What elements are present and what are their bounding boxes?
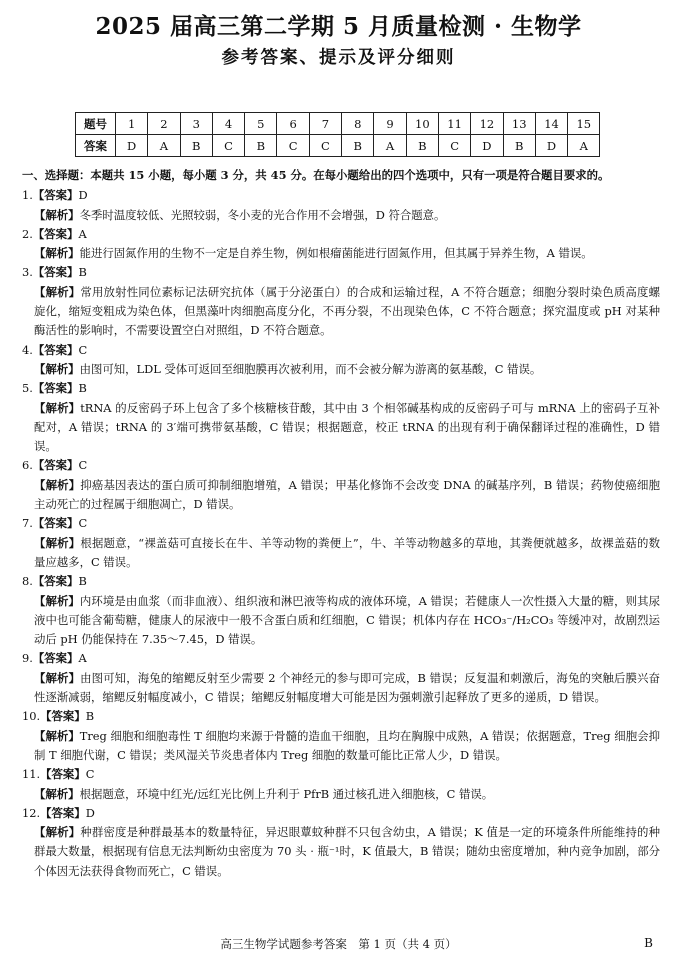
answer-tag: 【答案】 — [32, 226, 79, 241]
explanation — [22, 283, 660, 341]
explanation-text: 抑癌基因表达的蛋白质可抑制细胞增殖，A 错误；甲基化修饰不会改变 DNA 的碱基序列，B 错误；药物使癌细胞主动死亡的过程属于细胞凋亡，D 错误。 — [34, 477, 660, 512]
answer-tag: 【答案】 — [32, 188, 79, 203]
question-number: 1. — [22, 188, 33, 203]
question-number: 7. — [22, 516, 33, 531]
explanation — [22, 823, 660, 881]
question-number-cell: 8 — [342, 113, 374, 135]
explanation-text: 冬季时温度较低、光照较弱，冬小麦的光合作用不会增强，D 符合题意。 — [79, 207, 446, 222]
answer-letter: C — [78, 342, 88, 357]
explanation — [22, 360, 660, 379]
answer-tag: 【答案】 — [32, 342, 79, 357]
question-item — [22, 263, 660, 340]
explanation-text: 能进行固氮作用的生物不一定是自养生物，例如根瘤菌能进行固氮作用，但其属于异养生物，A 错误。 — [79, 246, 593, 261]
page-title: 2025 届高三第二学期 5 月质量检测 · 生物学 — [95, 13, 582, 40]
answer-line — [22, 186, 660, 205]
answer-letter: B — [78, 381, 87, 396]
answer-line — [22, 341, 660, 360]
explanation-tag: 【解析】 — [34, 246, 80, 261]
question-item — [22, 765, 660, 804]
answer-line — [22, 707, 660, 726]
question-number: 8. — [22, 574, 33, 589]
answer-cell: B — [180, 135, 212, 157]
answer-cell: B — [503, 135, 535, 157]
answer-cell: C — [309, 135, 341, 157]
answer-cell: B — [342, 135, 374, 157]
question-number-cell: 6 — [277, 113, 309, 135]
explanation-tag: 【解析】 — [34, 400, 81, 415]
answer-cell: C — [438, 135, 470, 157]
explanation — [22, 399, 660, 457]
answer-letter: B — [85, 709, 95, 724]
answer-cell: B — [406, 135, 438, 157]
answer-line — [22, 514, 660, 533]
answer-letter: C — [78, 516, 88, 531]
explanation — [22, 592, 660, 650]
explanation-tag: 【解析】 — [34, 207, 80, 222]
question-number-cell: 12 — [471, 113, 503, 135]
question-item — [22, 456, 660, 514]
answer-cell: D — [535, 135, 567, 157]
answer-line — [22, 804, 660, 823]
explanation-tag: 【解析】 — [34, 593, 80, 608]
answer-tag: 【答案】 — [32, 381, 79, 396]
explanation-text: Treg 细胞和细胞毒性 T 细胞均来源于骨髓的造血干细胞，且均在胸腺中成熟，A 错误；依据题意，Treg 细胞会抑制 T 细胞代谢，C 错误；类风湿关节炎患者体内 Treg 细胞的数量可能比正常人少，D 错误。 — [34, 728, 660, 762]
answer-letter: B — [78, 265, 87, 280]
question-number-cell: 5 — [245, 113, 277, 135]
answer-letter: A — [78, 651, 87, 666]
explanation-tag: 【解析】 — [34, 535, 81, 550]
question-number-cell: 2 — [148, 113, 180, 135]
explanation-tag: 【解析】 — [34, 825, 81, 840]
explanation-tag: 【解析】 — [34, 786, 80, 801]
answer-line — [22, 572, 660, 591]
question-number-cell: 15 — [568, 113, 600, 135]
explanation — [22, 534, 660, 573]
answer-tag: 【答案】 — [32, 265, 79, 280]
page-subtitle: 参考答案、提示及评分细则 — [221, 48, 456, 68]
question-number-cell: 3 — [180, 113, 212, 135]
question-item — [22, 225, 660, 264]
explanation-text: 由图可知，海兔的缩鳃反射至少需要 2 个神经元的参与即可完成，B 错误；反复温和刺激后，海兔的突触后膜兴奋性逐渐减弱，缩鳃反射幅度减小，C 错误；缩鳃反射幅度增大可能是因为强刺激引起释放了更多的递质，D 错误。 — [34, 670, 660, 705]
explanation — [22, 476, 660, 515]
explanation-text: 常用放射性同位素标记法研究抗体（属于分泌蛋白）的合成和运输过程，A 不符合题意；细胞分裂时染色质高度螺旋化，缩短变粗成为染色体，但黑藻叶肉细胞高度分化，不再分裂，不出现染色体，C 不符合题意；探究温度或 pH 对某种酶活性的影响时，不需要设置空白对照组，D 不符合题意。 — [34, 284, 660, 338]
explanation-tag: 【解析】 — [34, 361, 80, 376]
explanation-tag: 【解析】 — [34, 284, 81, 299]
explanation — [22, 727, 660, 766]
answer-line — [22, 649, 660, 668]
question-item — [22, 649, 660, 707]
question-number-cell: 14 — [535, 113, 567, 135]
version-mark: B — [644, 936, 653, 950]
answer-line — [22, 263, 660, 282]
answer-letter: D — [78, 188, 88, 203]
explanation — [22, 206, 660, 225]
question-number: 3. — [22, 265, 33, 280]
answer-tag: 【答案】 — [32, 458, 79, 473]
question-item — [22, 379, 660, 456]
answer-cell: A — [568, 135, 600, 157]
answer-cell: B — [245, 135, 277, 157]
question-number: 11. — [22, 767, 41, 782]
explanation-text: tRNA 的反密码子环上包含了多个核糖核苷酸，其中由 3 个相邻碱基构成的反密码子可与 mRNA 上的密码子互补配对，A 错误；tRNA 的 3′端可携带氨基酸，C 错误；根据题意，校正 tRNA 的出现有利于确保翻译过程的准确性，D 错误。 — [34, 400, 660, 454]
answer-letter: C — [78, 458, 88, 473]
question-item — [22, 804, 660, 881]
section-heading: 一、选择题：本题共 15 小题，每小题 3 分，共 45 分。在每小题给出的四个选项中，只有一项是符合题目要求的。 — [22, 168, 610, 182]
question-number-cell: 1 — [116, 113, 148, 135]
answer-tag: 【答案】 — [40, 709, 86, 724]
question-number: 4. — [22, 342, 33, 357]
page-footer: 高三生物学试题参考答案 第 1 页（共 4 页） — [220, 937, 457, 951]
question-number: 5. — [22, 381, 33, 396]
answer-tag: 【答案】 — [40, 767, 86, 782]
answer-tag: 【答案】 — [32, 651, 79, 666]
question-item — [22, 341, 660, 380]
answer-letter: C — [85, 767, 95, 782]
answer-cell: A — [374, 135, 406, 157]
answer-line — [22, 225, 660, 244]
answer-tag: 【答案】 — [32, 574, 79, 589]
question-item — [22, 514, 660, 572]
explanation-text: 由图可知，LDL 受体可返回至细胞膜再次被利用，而不会被分解为游离的氨基酸，C 错误。 — [79, 361, 542, 376]
explanation — [22, 244, 660, 263]
question-number-cell: 11 — [438, 113, 470, 135]
explanation-tag: 【解析】 — [34, 728, 80, 743]
explanation-text: 根据题意，“裸盖菇可直接长在牛、羊等动物的粪便上”，牛、羊等动物越多的草地，其粪便就越多，故裸盖菇的数量应越多，C 错误。 — [34, 535, 660, 569]
question-number: 6. — [22, 458, 33, 473]
answer-table-number-row — [76, 113, 600, 135]
answer-cell: C — [212, 135, 244, 157]
number-row-label: 题号 — [76, 113, 116, 135]
question-number-cell: 13 — [503, 113, 535, 135]
question-number: 10. — [22, 709, 41, 724]
question-number: 2. — [22, 226, 33, 241]
answer-line — [22, 765, 660, 784]
explanation — [22, 669, 660, 708]
answer-line — [22, 379, 660, 398]
answer-table-answer-row — [76, 135, 600, 157]
question-number-cell: 9 — [374, 113, 406, 135]
question-item — [22, 707, 660, 765]
answer-letter: B — [78, 574, 87, 589]
answer-cell: D — [116, 135, 148, 157]
question-list — [22, 186, 660, 881]
answer-letter: D — [85, 805, 95, 820]
question-number-cell: 4 — [212, 113, 244, 135]
question-number: 9. — [22, 651, 33, 666]
answer-tag: 【答案】 — [40, 805, 86, 820]
question-number: 12. — [22, 805, 41, 820]
answer-tag: 【答案】 — [32, 516, 79, 531]
answer-table — [75, 112, 600, 157]
answer-cell: C — [277, 135, 309, 157]
question-number-cell: 7 — [309, 113, 341, 135]
answer-letter: A — [78, 226, 87, 241]
explanation-text: 种群密度是种群最基本的数量特征，异迟眼蕈蚊种群不只包含幼虫，A 错误；K 值是一定的环境条件所能维持的种群最大数量，根据现有信息无法判断幼虫密度为 70 头 · 瓶⁻¹时，K 值最大，B 错误；随幼虫密度增加，种内竞争加剧，部分个体因无法获得食物而死亡，C 错误。 — [34, 825, 660, 878]
explanation-tag: 【解析】 — [34, 477, 81, 492]
explanation — [22, 785, 660, 804]
answer-content — [22, 166, 660, 881]
answer-cell: A — [148, 135, 180, 157]
answer-cell: D — [471, 135, 503, 157]
answer-line — [22, 456, 660, 475]
explanation-tag: 【解析】 — [34, 670, 81, 685]
question-item — [22, 572, 660, 649]
explanation-text: 根据题意，环境中红光/远红光比例上升利于 PfrB 通过核孔进入细胞核，C 错误。 — [79, 786, 494, 801]
question-item — [22, 186, 660, 225]
explanation-text: 内环境是由血浆（而非血液）、组织液和淋巴液等构成的液体环境，A 错误；若健康人一次性摄入大量的糖，则其尿液中也可能含葡萄糖，健康人的尿液中一般不含蛋白质和红细胞，C 错误；机体内存在 HCO₃⁻/H₂CO₃ 等缓冲对，故剧烈运动后 pH 仍能保持在 7.35～7.45，D 错误。 — [34, 593, 660, 647]
answer-row-label: 答案 — [76, 135, 116, 157]
question-number-cell: 10 — [406, 113, 438, 135]
